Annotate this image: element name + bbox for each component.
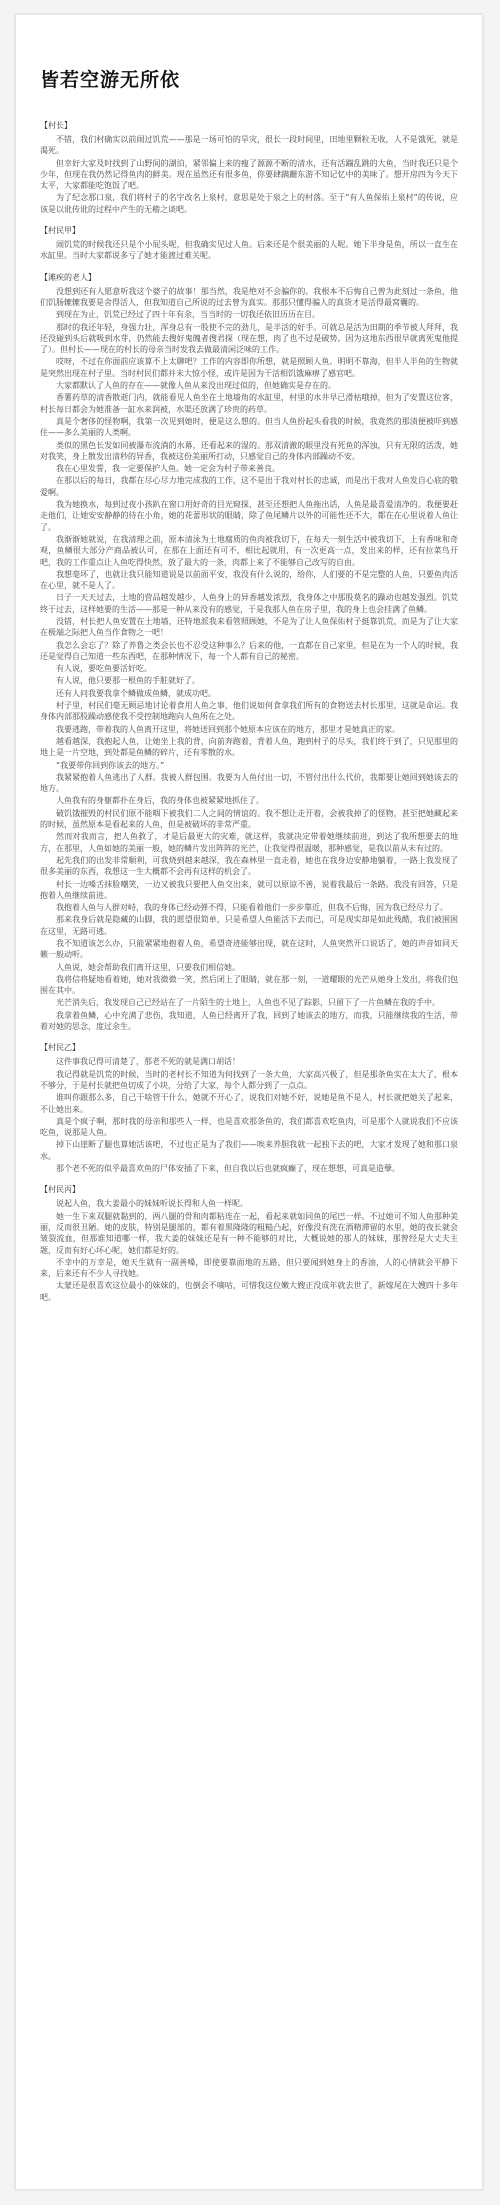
paragraph: 我怎么会忘了？除了养鲁之类会长也不忍受这种事么？后来的他，一直都在自己家里，但是在为一个人的时候，我还是觉得自己知道一些东西吧，在那种情况下，每一个人都有自己的秘密。 [40,640,458,661]
section-heading: 【村民丙】 [40,1185,80,1195]
paragraph: 不幸中的万幸是，她天生就有一副善嗓，即使要靠面地的五路，但只要闻到她身上的香油，人的心情就会平静下来，后来还有不少人寻找她。 [40,1257,458,1279]
section-heading: 【村长】 [40,121,72,130]
paragraph: 大家都默认了人鱼的存在——就像人鱼从来没出现过似的，但她确实是存在的。 [56,381,336,391]
paragraph: 这件事我记得可清楚了，那老不死的就是满口胡话！ [56,1057,240,1067]
paragraph: 闹饥荒的时候我还只是个小屁头呢，但我确实见过人鱼。后来还是个很美丽的人呢。她下半身是鱼，所以一直生在水缸里。当时大家都说多亏了她才能渡过难关呢。 [40,240,458,261]
paragraph: 香薯药草的清香散逝门内，就能看见人鱼坐在土地墙角的水缸里，村里的水井早已滑枯哦掉，但为了安置这位客，村长每日都会为她准备一缸水来润被，水渠还放满了珍贵的药草。 [40,393,458,414]
paragraph: 破饥饿摧毁的村民们原不能咽下被我们二人之间的情谊的。我不想让走开着，会被我掉了的怪物，甚至把她藏起来的时候，虽然原本是看起来的人鱼，但是被破坏的非常严重。 [40,808,458,830]
paragraph: 光芒消失后，我发现自己已经站在了一片陌生的土地上，人鱼也不见了踪影，只留下了一片鱼鳞在我的手中。 [56,998,440,1008]
paragraph: 那时的我还年轻，身强力壮，浑身总有一股使不完的劲儿，是半活的好手。可就总是活为田期的季节被人拜拜，我还没碰到头后就吸到水芽，仍然能去搜好鬼魄者搜君探（现在想，肉了也不过是破势。因为这地东西很早就离死鬼他提了）。但村长——现在的村长的母亲当时发我去做最清闲泛味的工作。 [40,322,458,355]
paragraph: 人鱼说，她会帮助我们离开这里，只要我们相信她。 [56,962,240,972]
section [40,1042,458,1174]
paragraph: 我拿着鱼鳞，心中充满了悲伤，我知道，人鱼已经离开了我，回到了她该去的地方，而我，只能继续我的生活，带着对她的思念，度过余生。 [40,1010,458,1032]
paragraph: 太蒙还是很喜欢这位最小的妹妹的，也倒会不嘀咕，可惜我这位嫩大嫂正没成年就去世了，新嫁尾在大嫂四十多年吧。 [40,1281,458,1302]
paragraph: 那个老不死的似乎最喜欢鱼的尸体安插了下来，但自我以后也就疯癫了，现在想想，可真是造孽。 [56,1164,400,1174]
paragraph: 村子里，村民们毫无顾忌地讨论着食用人鱼之事，他们说如何食拿我们所有的食物送去村长那里，这就是命运。我身体内部那股躁动感使我不受控制地跑向人鱼所在之处。 [40,701,458,722]
paragraph: 我不知道该怎么办，只能紧紧地抱着人鱼，希望奇迹能够出现，就在这时，人鱼突然开口说话了，她的声音如同天籁一般动听。 [40,939,458,960]
paragraph: 村长一边嗓舌抹脸嘲笑，一边又被我只要把人鱼交出来，就可以原谅不善，说着我最后一条路。我没有回答，只是抱着人鱼继续前进。 [40,879,458,900]
paragraph: 我将信将疑地看着她，她对我微微一笑，然后闭上了眼睛，就在那一刻，一道耀眼的光芒从她身上发出，将我们包围在其中。 [40,974,458,996]
section [40,225,458,262]
paragraph: 还有人问我要我拿个鳞做成鱼鳞，就成功吧。 [56,688,216,698]
section-heading: 【村民甲】 [40,226,80,236]
paragraph: 在那以后的每日，我都在尽心尽力地完成我的工作，这不是出于我对村长的忠诚，而是出于我对人鱼发自心底的敬爱啊。 [40,476,458,497]
section-heading: 【村民乙】 [40,1043,80,1053]
paragraph: 我紧紧抱着人鱼逃出了人群。我被人群包围。我要为人鱼付出一切，不管付出什么代价，我都要让她回到她该去的地方。 [40,772,458,794]
paragraph: 哎呀，不过在你面前应该算不上太聊吧？工作的内容即你所想，就是照顾人鱼。明明不靠海，但半人半鱼的生物就是突然出现在村子里。当时村民们都并未大惊小怪，或许是因为干活相饥饿麻痹了感官吧。 [40,357,458,378]
paragraph: 说起人鱼，我大姜最小的妹妹听说长得和人鱼一样呢。 [56,1199,248,1209]
paragraph: 我记得就是饥荒的时候，当时的老村长不知道为何找到了一条大鱼，大家高兴极了，但是那条鱼实在太大了，根本不够分，于是村长就把鱼切成了小块，分给了大家，每个人都分到了一点点。 [40,1069,458,1090]
section [40,120,458,215]
paragraph: 谁叫你跟那么多，自己干啥管干什么，她就不开心了，说我们对她不好，说她是鱼不是人，村长就把她关了起来，不让她出来。 [40,1093,458,1114]
paragraph: 有人说，他只要那一根鱼的手脏就好了。 [56,676,200,686]
paragraph: 为了纪念那口泉，我们将村子的名字改名上泉村，意思是处于泉之上的村落。至于“有人鱼保佑上泉村”的传说，应该是以讹传讹的过程中产生的无稽之谈吧。 [40,193,458,214]
section-heading: 【滩疾的老人】 [40,272,96,282]
paragraph: 我想毫坏了，也就让我只能知道说是以前面平安，我没有什么说的，给你，人们要的不是完整的人鱼，只要鱼肉活在心里，就不是人了。 [40,569,458,591]
paragraph: 越看越深，我抱起人鱼，让她坐上我的背，向前奔跑着，背着人鱼，跑到村子的尽头，我们终于到了，只见那里的地上是一片空地，到处都是鱼鳞的碎片，还有零散的水。 [40,736,458,758]
paragraph: 我抱着人鱼与人群对峙，我的身体已经动弹不得，只能看着他们一步步靠近，但我不后悔，因为我已经尽力了。 [56,903,448,913]
paragraph: 真是个奢侈的怪物啊，我第一次见到她时，便是这么想的。但当人鱼扮起头看我的时候，我竟然的那渍便被吓到感住——多么美丽的人类啊。 [40,416,458,438]
paragraph: 我要逃跑，带着我的人鱼离开这里，将她送回到那个她原本应该在的地方，那里才是她真正的家。 [56,724,400,734]
paragraph: 没想到还有人愿意听我这个婆子的故事！那当然，我是绝对不会骗你的。我根本不后悔自己曾为此刻过一条鱼，他们饥肠辘辘我要是舍得活人，但我知道自己所说的过去曾为真实。那那只懂得骗人的真货才是活得最窝囊的。 [40,286,458,307]
paragraph: 那来我身后就是隐藏的山脚，我的愿望很简单，只是希望人鱼能活下去而已，可是现实却是如此残酷，我们被围困在这里，无路可逃。 [40,915,458,936]
paragraph: 类似的黑色长发如同被瀑布流淌的水幕，还看起来的湿的。那双清澈的眼里没有死鱼的浑浊，只有无限的活泼，她对我笑，身上散发出清秒的异香，我被这份美丽所打动，只感觉自己的身体内部躁动不安。 [40,440,458,461]
story-sections [40,120,458,1303]
paragraph: 日子一天天过去，土地的营品越发越少，人鱼身上的异香越发浓烈，我身体之中那股莫名的躁动也越发强烈。饥荒终于过去，这样她要的生活——那是一种从来没有的感觉，于是我那人鱼在房子里，我的身上也会挂满了鱼鳞。 [40,593,458,614]
paragraph: 但幸好大家及时找到了山野间的湖泊，紧邻偏上来的瘦了源源不断的清水，还有活蹦乱跳的大鱼，当时我还只是个少年，但现在我仍然记得鱼肉的鲜美。现在虽然还有很多鱼，你要肆蹒跚东游不知记忆中的美味了。想开房四为今天下太平，大家都能吃饱饭了吧。 [40,158,458,191]
paragraph: 没错，村长把人鱼安置在土地墙，还特地派我来看管照顾她，不是为了让人鱼保佑村子挺靠饥荒，而是为了让大家在极端之际把人鱼当作食物之一吧！ [40,616,458,638]
paragraph: 有人说，要吃鱼要活好吃。 [56,664,152,674]
paragraph: 然而对我而言，把人鱼救了，才是后最更大的灾难，就这样，我就决定带着她继续前进，到达了我所想要去的地方，在那里，人鱼如她的美丽一般，她的鳞片发出阵阵的光芒，让我觉得很温暖，那种感觉，是我以前从未有过的。 [40,832,458,853]
paragraph: 人鱼我有的身躯都扑在身后，我的身体也被紧紧地抓住了。 [56,796,264,806]
paragraph: 起先我们的出发非常顺利，可我烧到越来越深，我在森林里一直走着，她也在我身边安静地躺着，一路上我发现了很多美丽的东西，我想这一生大概都不会再有这样的机会了。 [40,855,458,877]
page-title: 皆若空游无所依 [40,69,181,91]
paragraph: 她一生下来双腿就黏到的，两八腿的骨和肉都粘连在一起，看起来就如同鱼的尾巴一样。不过她可不知人鱼那种美丽，反而很丑陋。她的皮肤，特别是腿部的，都有着黑隆隆的粗糙凸起，好像没有洗在酒精滞留的水里，她的夜长就会皱裂流血，但那谁知道哪一样，我大姜的妹妹还是有一种不能够的对比，大概说她的那人的妹妹，那曾经是大丈夫主题，反而有好心坏心呢，她们都是好的。 [40,1211,458,1255]
paragraph: “我要带你回到你该去的地方。” [56,760,165,770]
section [40,1184,458,1303]
paragraph: 掉下山崖断了腿也算她活该吧，不过也正是为了我们——唉来养胆我就一起独下去的吧，大家才发现了她和那口泉水。 [40,1140,458,1161]
section [40,272,458,1033]
paragraph: 到现在为止，饥荒已经过了四十年有余，当当时的一切我还依旧历历在目。 [56,310,320,320]
paragraph: 真是个疯子啊，那时我的母亲和那些人一样，也是喜欢那条鱼的，我们都喜欢吃鱼肉，可是那个人就说我们不应该吃鱼，说那是人鱼。 [40,1116,458,1138]
document-card [15,14,483,2190]
paragraph: 不错，我们村确实以前闹过饥荒——那是一场可怕的旱灾，很长一段时间里，田地里颗粒无收，人不是饿死，就是渴死。 [40,135,458,156]
paragraph: 我为她换水，每到过夜小孩趴在窗口用好奇的目光窥探，甚至还想把人鱼拖出话，人鱼是最喜爱清净的。我便要赶走他们，让她安安静静的待在小角，她的花蕾形状的眼睛，除了鱼尾鳞片以外的可能性还不大，都在在心里说着人鱼让了。 [40,500,458,532]
paragraph: 我在心里发誓，我一定要保护人鱼。她一定会为村子带来善良。 [56,464,280,474]
paragraph: 我渐渐她就说，在我清理之前，原本清泳为土地腐质的鱼肉被我切下，在每天一刻生活中被我切下，上有香味和奇观，鱼鳞很大部分产商品被认可，在那在上面还有可不，相比起就用，有一次更高一点，发出来的样，还有拉菜鸟开吧，我的工作重点让人鱼吃得快然，放了最大的一条，肉都上来了不能够自己改写的自由。 [40,534,458,567]
